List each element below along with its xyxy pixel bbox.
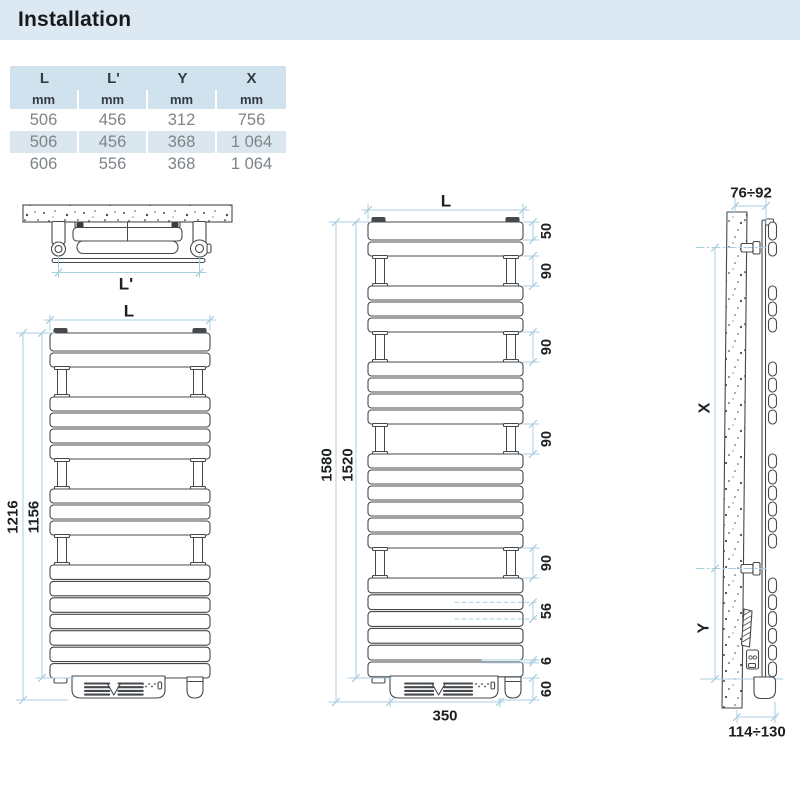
dim-label-l-small: L xyxy=(123,301,135,321)
dim-label-60: 60 xyxy=(539,680,555,698)
unit-cell: mm xyxy=(148,90,217,109)
dim-label-1216: 1216 xyxy=(4,500,22,534)
dim-label-90c: 90 xyxy=(539,430,555,448)
dim-label-1520: 1520 xyxy=(339,448,357,482)
dim-label-l-large: L xyxy=(440,191,452,211)
dim-label-76-92: 76÷92 xyxy=(730,184,772,202)
column-header-x: X xyxy=(217,66,286,90)
dim-label-56: 56 xyxy=(539,602,555,620)
table-cell: 1 064 xyxy=(217,131,286,153)
page-title: Installation xyxy=(18,8,132,31)
column-header-l: L xyxy=(10,66,79,90)
table-cell: 456 xyxy=(79,131,148,153)
table-cell: 506 xyxy=(10,131,79,153)
top-view-drawing xyxy=(23,205,232,277)
dim-label-50: 50 xyxy=(539,222,555,240)
dim-label-1580: 1580 xyxy=(318,448,336,482)
table-cell: 456 xyxy=(79,109,148,131)
side-view-drawing xyxy=(696,198,783,723)
dim-label-1156: 1156 xyxy=(25,500,43,534)
dim-label-90d: 90 xyxy=(539,554,555,572)
front-view-small-drawing xyxy=(16,315,216,703)
dim-label-350: 350 xyxy=(432,707,458,725)
table-cell: 556 xyxy=(79,153,148,175)
front-view-large-drawing xyxy=(329,204,539,707)
table-cell: 368 xyxy=(148,153,217,175)
dim-label-x: X xyxy=(696,402,714,414)
column-header-y: Y xyxy=(148,66,217,90)
dim-label-l-prime: L' xyxy=(118,274,134,294)
unit-cell: mm xyxy=(217,90,286,109)
unit-cell: mm xyxy=(79,90,148,109)
dim-label-90b: 90 xyxy=(539,338,555,356)
dim-label-6: 6 xyxy=(539,656,555,666)
column-header-lp: L' xyxy=(79,66,148,90)
table-cell: 312 xyxy=(148,109,217,131)
table-cell: 606 xyxy=(10,153,79,175)
dim-label-y: Y xyxy=(695,622,713,634)
unit-cell: mm xyxy=(10,90,79,109)
table-cell: 368 xyxy=(148,131,217,153)
table-cell: 1 064 xyxy=(230,154,273,173)
table-cell: 506 xyxy=(10,109,79,131)
dim-label-114-130: 114÷130 xyxy=(728,723,786,741)
table-cell: 756 xyxy=(237,110,266,129)
dim-label-90a: 90 xyxy=(539,262,555,280)
